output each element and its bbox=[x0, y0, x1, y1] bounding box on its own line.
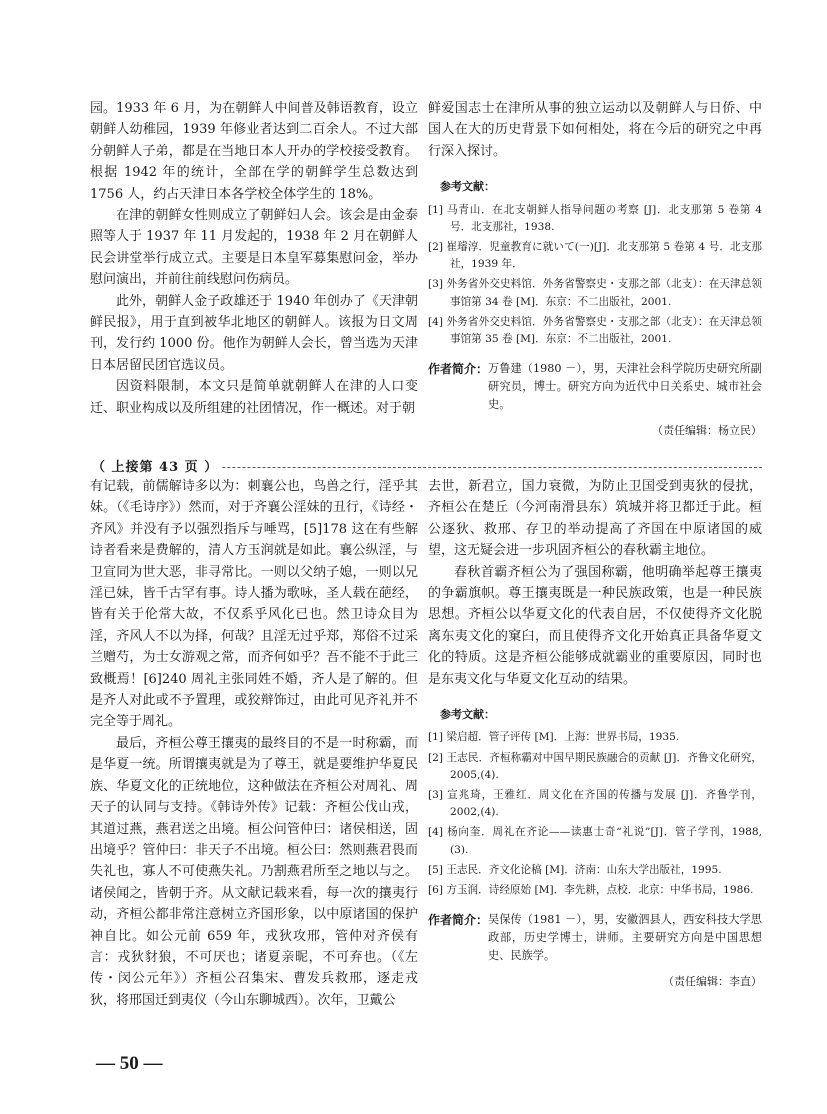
lower-paragraph-4: 春秋首霸齐桓公为了强国称霸，他明确举起尊王攘夷的争霸旗帜。尊王攘夷既是一种民族政策，也是一种民族思想。齐桓公以华夏文化的代表自居，不仅使得齐文化脱离东夷文化的窠臼，而且使得齐文化开始真正具备华夏文化的特质。这是齐桓公能够成就霸业的重要原因，同时也是东夷文化与华夏文化互动的结果。 bbox=[428, 564, 762, 687]
lower-paragraph-2: 最后，齐桓公尊王攘夷的最终目的不是一时称霸，而是华夏一统。所谓攘夷就是为了尊王，就是要维护华夏民族、华夏文化的正统地位，这种做法在齐桓公对周礼、周天子的认同与支持。《韩诗外传》记载：齐桓公伐山戎，其道过燕，燕君送之出境。桓公问管仲曰：诸侯相送，固出境乎？管仲曰：非天子不出境。桓公曰：然则燕君畏而失礼也，寡人不可使燕失礼。乃割燕君所至之地以与之。诸侯闻之，皆朝于齐。从文献记载来看，每一次的攘夷行动，齐桓公都非常注意树立齐国形象，以中原诸国的保护神自比。如公元前 659 年，戎狄攻邢，管仲对齐侯有言：戎狄豺狼，不可厌也；诸夏亲昵，不可弃也。（《左传・闵公元年》）齐桓公召集宋、曹发兵救邢，逐走戎狄，将邢国迁到夷仪（今山东聊城西）。次年，卫戴公 bbox=[90, 735, 418, 1008]
upper-right-column bbox=[428, 98, 762, 442]
reference-item: [2] 崔璿淳．児童教育に就いて(一)[J]．北支那第 5 卷第 4 号．北支那社，1939 年． bbox=[428, 241, 762, 271]
upper-paragraph-3: 此外，朝鲜人金子政雄还于 1940 年创办了《天津朝鲜民报》，用于直到被华北地区的朝鲜人。该报为日文周刊，发行约 1000 份。他作为朝鲜人会长，曾当选为天津日本居留民团官选议员。 bbox=[90, 293, 418, 373]
lower-author-bio bbox=[428, 911, 762, 965]
upper-paragraph-2: 在津的朝鲜女性则成立了朝鲜妇人会。该会是由金泰照等人于 1937 年 11 月发起的，1938 年 2 月在朝鲜人民会讲堂举行成立式。主要是日本皇军募集慰问金，举办慰问演出，并前往前线慰问伤病员。 bbox=[90, 208, 418, 288]
reference-item: [2] 王志民．齐桓称霸对中国早期民族融合的贡献 [J]．齐鲁文化研究，2005,(4). bbox=[428, 751, 762, 781]
lower-paragraph-1: 有记载，前儒解诗多以为：刺襄公也，鸟兽之行，淫乎其妹。（《毛诗序》）然而，对于齐襄公淫妹的丑行，《诗经・齐风》并没有予以强烈指斥与唾骂，[5]178 这在有些解诗者看来是费解的，清人方玉润就是如此。襄公纵淫，与卫宣同为世大恶，非寻常比。一则以父纳子媳，一则以兄淫已妹，皆千古罕有事。诗人播为歌咏，圣人载在葩经，皆有关于伦常大故，不仅系乎风化已也。然卫诗众目为淫，齐风人不以为择，何哉？且淫无过乎郑，郑俗不过采兰赠芍，为士女游观之常，而齐何如乎？吾不能不于此三致概焉！[6]240 周礼主张同姓不婚，齐人是了解的。但是齐人对此或不予置理，或狡辩饰过，由此可见齐礼并不完全等于周礼。 bbox=[90, 479, 418, 730]
reference-item: [1] 马青山．在北支朝鲜人指导问题の考察 [J]．北支那第 5 卷第 4 号．北支那社，1938. bbox=[428, 203, 762, 233]
continued-from-label: （ 上接第 43 页 ） bbox=[92, 456, 222, 475]
upper-references-list bbox=[428, 202, 762, 349]
upper-left-column bbox=[90, 98, 418, 419]
reference-item: [4] 杨向奎．周礼在齐论——读惠士奇“礼说”[J]．管子学刊，1988,(3). bbox=[428, 826, 762, 856]
reference-item: [4] 外务省外交史料馆．外务省警察史・支那之部（北支）：在天津总领事馆第 35 卷 [M]．东京：不二出版社，2001. bbox=[428, 315, 762, 346]
reference-item: [5] 王志民．齐文化论稿 [M]．济南：山东大学出版社，1995. bbox=[428, 863, 722, 876]
upper-author-bio bbox=[428, 360, 762, 414]
lower-editor: （责任编辑：李直） bbox=[663, 975, 762, 989]
lower-paragraph-3: 去世，新君立，国力衰微，为防止卫国受到夷狄的侵扰，齐桓公在楚丘（今河南滑县东）筑城并将卫都迁于此。桓公逐狄、救邢、存卫的举动提高了齐国在中原诸国的威望，这无疑会进一步巩固齐桓公的春秋霸主地位。 bbox=[428, 479, 762, 559]
upper-paragraph-5: 鲜爱国志士在津所从事的独立运动以及朝鲜人与日侨、中国人在大的历史背景下如何相处，将在今后的研究之中再行深入探讨。 bbox=[428, 101, 762, 159]
lower-references-title: 参考文献： bbox=[440, 708, 495, 722]
reference-item: [6] 方玉润．诗经原始 [M]．李先耕，点校．北京：中华书局，1986. bbox=[428, 884, 754, 897]
author-text: 万鲁建（1980 －），男，天津社会科学院历史研究所副研究员，博士。研究方向为近代中日关系史、城市社会史。 bbox=[488, 362, 762, 412]
author-label: 作者简介： bbox=[428, 362, 489, 377]
upper-paragraph-4: 因资料限制，本文只是简单就朝鲜人在津的人口变迁、职业构成以及所组建的社团情况，作一概述。对于朝 bbox=[90, 379, 418, 416]
author-label: 作者简介： bbox=[428, 913, 489, 928]
upper-references-title: 参考文献： bbox=[440, 180, 495, 194]
reference-item: [3] 外务省外交史料馆．外务省警察史・支那之部（北支）：在天津总领事馆第 34 卷 [M]．东京：不二出版社，2001. bbox=[428, 278, 762, 308]
reference-item: [3] 宣兆琦，王雅红．周文化在齐国的传播与发展 [J]．齐鲁学刊，2002,(4). bbox=[428, 789, 762, 819]
upper-editor: （责任编辑：杨立民） bbox=[652, 424, 762, 438]
upper-paragraph-1: 园。1933 年 6 月，为在朝鲜人中间普及韩语教育，设立朝鲜人幼稚园，1939 年修业者达到二百余人。不过大部分朝鲜人子弟，都是在当地日本人开办的学校接受教育。根据 1942 年的统计，全部在学的朝鲜学生总数达到 1756 人，约占天津日本各学校全体学生的 18%。 bbox=[90, 101, 418, 202]
reference-item: [1] 梁启超．管子评传 [M]．上海：世界书局，1935. bbox=[428, 731, 680, 744]
author-text: 吴保传（1981 －），男，安徽泗县人，西安科技大学思政部，历史学博士，讲师。主要研究方向是中国思想史、民族学。 bbox=[488, 913, 762, 963]
page-number: — 50 — bbox=[96, 1053, 163, 1074]
lower-references-list bbox=[428, 729, 762, 899]
lower-left-column bbox=[90, 476, 418, 1011]
lower-right-column bbox=[428, 476, 762, 993]
